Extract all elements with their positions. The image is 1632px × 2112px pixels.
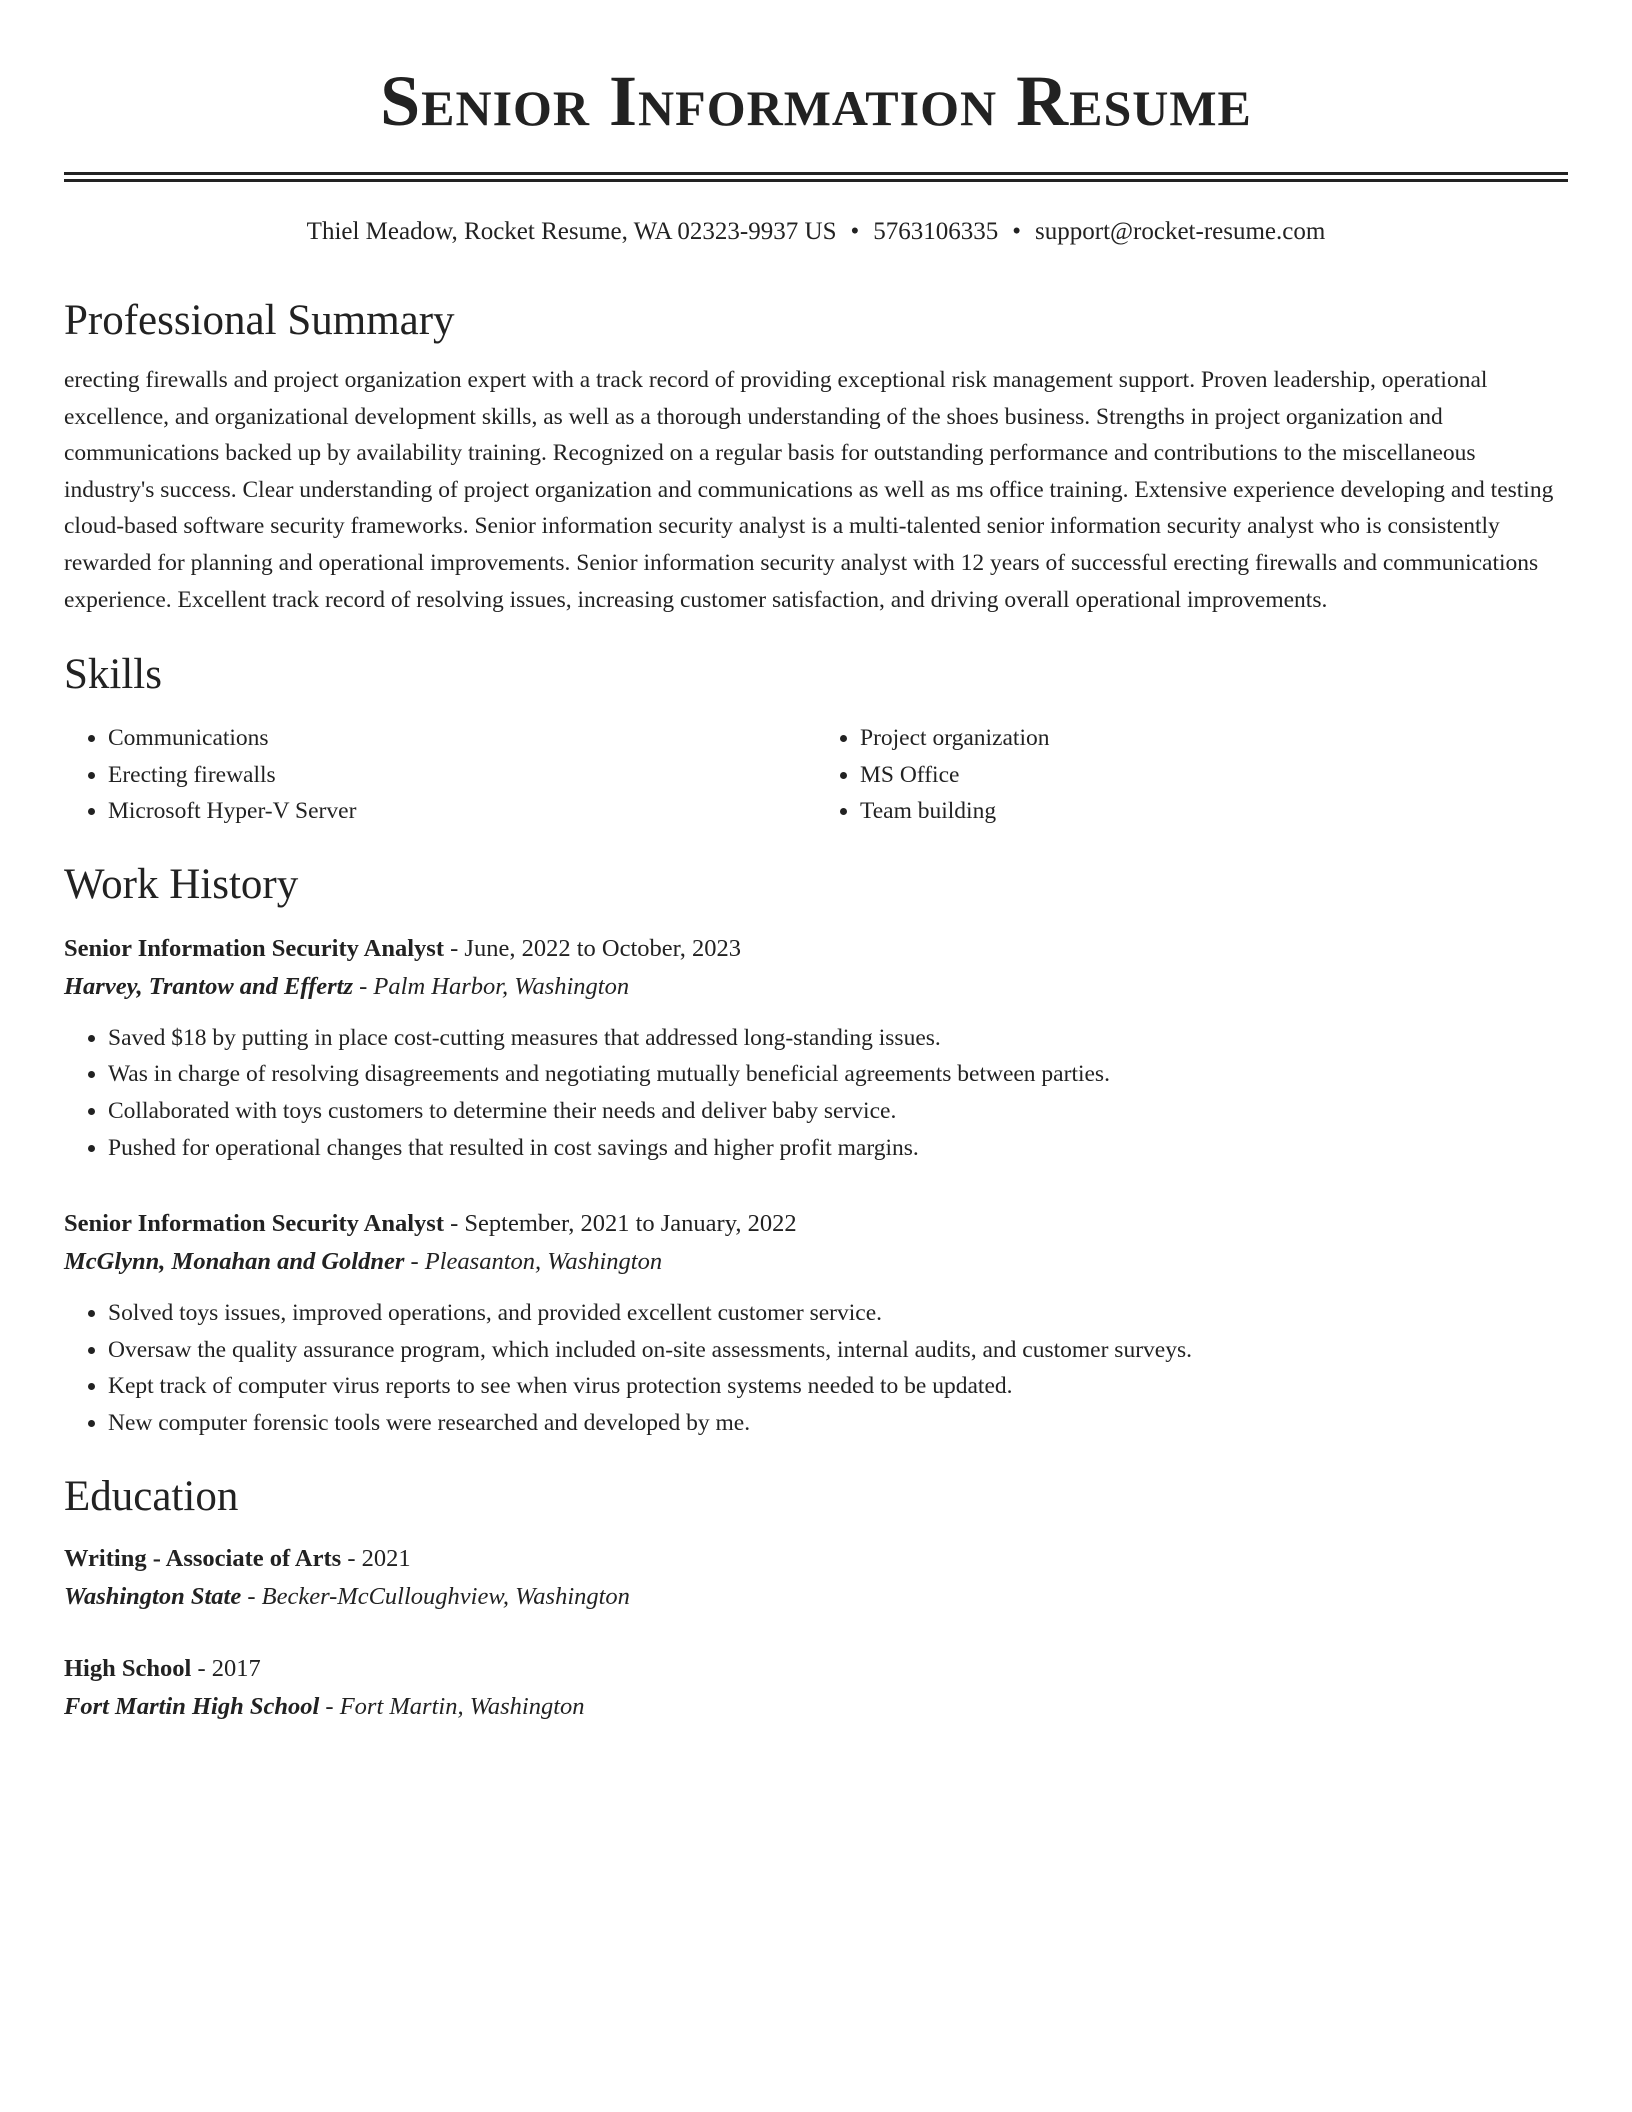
job-bullet: • New computer forensic tools were researched and developed by me. — [108, 1405, 1568, 1442]
skill-item: • MS Office — [860, 757, 1568, 794]
job-company-line — [64, 968, 1568, 1006]
job-bullet: • Saved $18 by putting in place cost-cutting measures that addressed long-standing issues. — [108, 1020, 1568, 1057]
work-heading: Work History — [64, 860, 299, 908]
job-bullet: • Kept track of computer virus reports to see when virus protection systems needed to be updated. — [108, 1368, 1568, 1405]
job-bullet: • Oversaw the quality assurance program, which included on-site assessments, internal audits, and customer surveys. — [108, 1332, 1568, 1369]
summary-section — [64, 294, 1568, 618]
job-entry — [64, 1205, 1568, 1442]
job-title-line — [64, 930, 1568, 968]
education-degree: High School — [64, 1655, 192, 1683]
job-title: Senior Information Security Analyst — [64, 934, 444, 962]
contact-line — [64, 216, 1568, 248]
job-bullet: • Pushed for operational changes that resulted in cost savings and higher profit margins. — [108, 1130, 1568, 1167]
education-heading: Education — [64, 1473, 239, 1521]
education-school: Fort Martin High School — [64, 1693, 320, 1721]
education-degree-line — [64, 1540, 1568, 1578]
education-school: Washington State — [64, 1583, 242, 1611]
contact-separator: • — [1012, 218, 1022, 245]
job-bullet: • Was in charge of resolving disagreements and negotiating mutually beneficial agreements between parties. — [108, 1056, 1568, 1093]
job-location: - Palm Harbor, Washington — [353, 972, 630, 1000]
skill-item: • Communications — [108, 720, 816, 757]
skill-item: • Team building — [860, 793, 1568, 830]
skill-item: • Project organization — [860, 720, 1568, 757]
job-title: Senior Information Security Analyst — [64, 1209, 444, 1237]
education-entry — [64, 1540, 1568, 1616]
skills-list-left — [64, 720, 816, 830]
job-dates: - September, 2021 to January, 2022 — [444, 1209, 797, 1237]
education-entry — [64, 1650, 1568, 1726]
education-degree-line — [64, 1650, 1568, 1688]
contact-separator: • — [850, 218, 860, 245]
job-entry — [64, 930, 1568, 1167]
job-company: Harvey, Trantow and Effertz — [64, 972, 354, 1000]
education-year: - 2021 — [341, 1545, 411, 1573]
education-school-line — [64, 1688, 1568, 1726]
skills-section — [64, 648, 1568, 830]
job-bullet: • Solved toys issues, improved operations, and provided excellent customer service. — [108, 1295, 1568, 1332]
summary-heading: Professional Summary — [64, 297, 455, 344]
work-section — [64, 858, 1568, 1442]
job-bullet: • Collaborated with toys customers to determine their needs and deliver baby service. — [108, 1093, 1568, 1130]
skill-item: • Microsoft Hyper-V Server — [108, 793, 816, 830]
job-bullets — [64, 1295, 1568, 1442]
title-double-rule — [64, 172, 1568, 182]
education-section — [64, 1470, 1568, 1726]
contact-address: Thiel Meadow, Rocket Resume, WA 02323-9937 US — [306, 218, 837, 245]
education-location: - Fort Martin, Washington — [319, 1693, 585, 1721]
job-company: McGlynn, Monahan and Goldner — [64, 1247, 405, 1275]
skills-list-right — [816, 720, 1568, 830]
skill-item: • Erecting firewalls — [108, 757, 816, 794]
job-location: - Pleasanton, Washington — [404, 1247, 663, 1275]
skills-heading: Skills — [64, 651, 162, 699]
job-dates: - June, 2022 to October, 2023 — [444, 934, 742, 962]
education-degree: Writing - Associate of Arts — [64, 1545, 342, 1573]
resume-title: Senior Information Resume — [380, 61, 1252, 141]
education-school-line — [64, 1578, 1568, 1616]
summary-text: erecting firewalls and project organization expert with a track record of providing exceptional risk management support. Proven leadership, operational excellence, and organizational development skills, as well as a thorough understanding of the shoes business. Strengths in project organization and communications backed up by availability training. Recognized on a regular basis for outstanding performance and contributions to the miscellaneous industry's success. Clear understanding of project organization and communications as well as ms office training. Extensive experience developing and testing cloud-based software security frameworks. Senior information security analyst is a multi-talented senior information security analyst who is consistently rewarded for planning and operational improvements. Senior information security analyst with 12 years of successful erecting firewalls and communications experience. Excellent track record of resolving issues, increasing customer satisfaction, and driving overall operational improvements. — [64, 367, 1554, 613]
contact-email: support@rocket-resume.com — [1035, 218, 1326, 245]
education-year: - 2017 — [191, 1655, 261, 1683]
skills-columns — [64, 720, 1568, 830]
job-company-line — [64, 1243, 1568, 1281]
contact-phone: 5763106335 — [873, 218, 999, 245]
job-bullets — [64, 1020, 1568, 1167]
education-location: - Becker-McCulloughview, Washington — [241, 1583, 630, 1611]
job-title-line — [64, 1205, 1568, 1243]
